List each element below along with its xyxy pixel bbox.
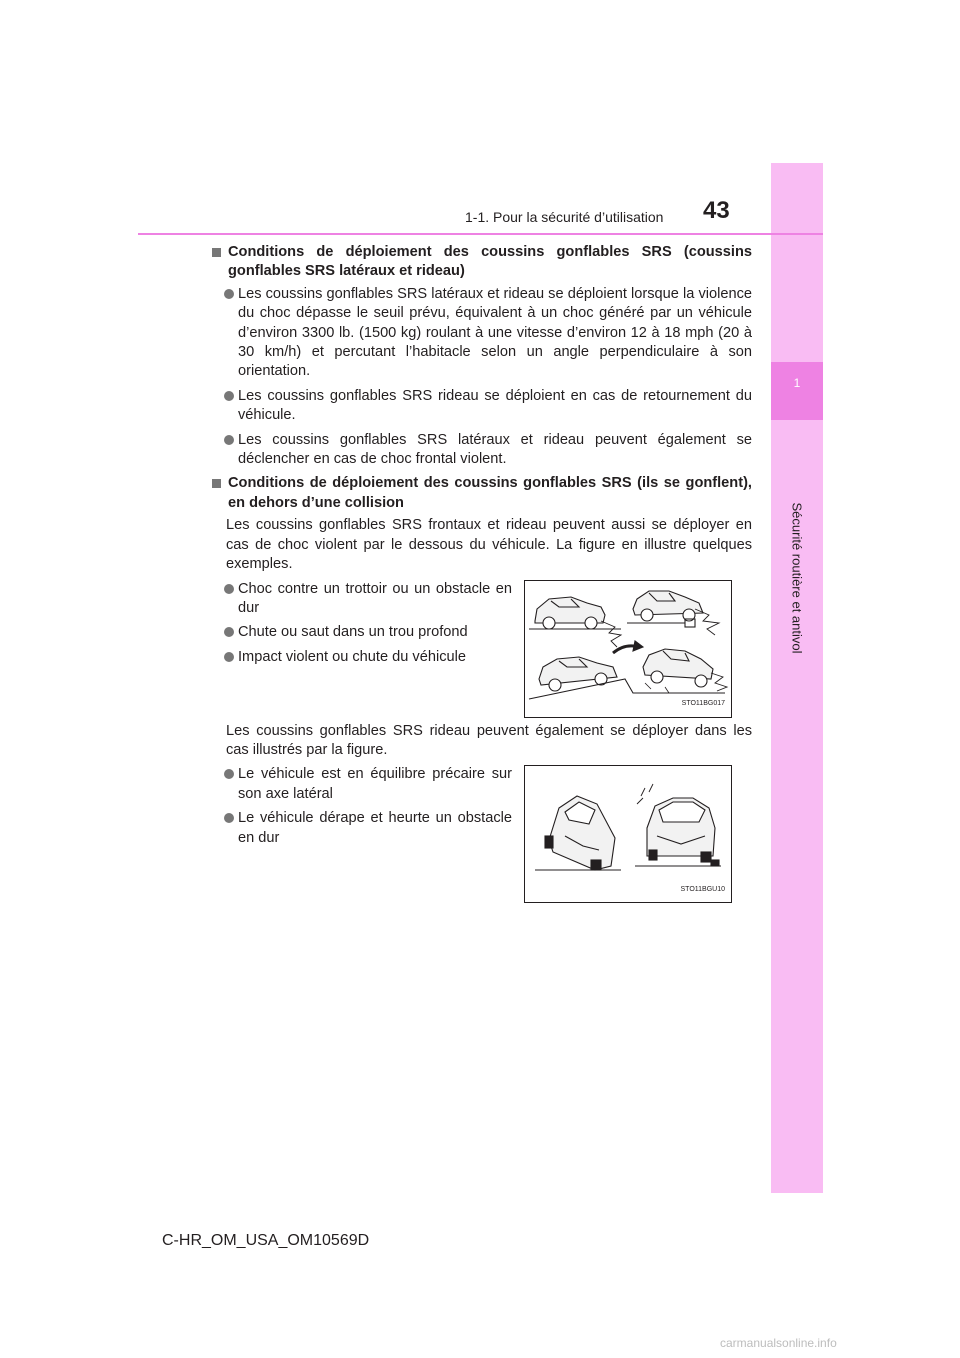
section-heading-2: Conditions de déploiement des coussins gonflables SRS (ils se gonflent), en dehors d’une collision (212, 474, 752, 513)
figure-1-list (212, 580, 512, 673)
figure-code: STO11BG017 (681, 700, 725, 708)
intro-paragraph: Les coussins gonflables SRS frontaux et rideau peuvent aussi se déployer en cas de choc violent par le dessous du véhicule. La figure en illustre quelques exemples. (226, 517, 752, 573)
square-bullet-icon (212, 479, 221, 488)
bullet-dot-icon (224, 652, 234, 662)
bullet-dot-icon (224, 391, 234, 401)
figure-code: STO11BGU10 (680, 885, 725, 893)
list-item: Les coussins gonflables SRS latéraux et rideau se déploient lorsque la violence du choc dépasse le seuil prévu, équivalent à un choc généré par un véhicule d’environ 3300 lb. (1500 kg) roulant à une vitesse d’environ 12 à 18 mph (20 à 30 km/h) et percutant l’habitacle selon un angle perpendiculaire à son orientation. (212, 285, 752, 382)
section-heading-1: Conditions de déploiement des coussins gonflables SRS (coussins gonflables SRS latéraux et rideau) (212, 243, 752, 282)
bullet-dot-icon (224, 584, 234, 594)
bullet-dot-icon (224, 627, 234, 637)
list-item: Choc contre un trottoir ou un obstacle en dur (212, 580, 512, 619)
square-bullet-icon (212, 248, 221, 257)
illustration-tilt-slide (524, 765, 732, 903)
list-item: Le véhicule est en équilibre précaire sur son axe latéral (212, 765, 512, 804)
side-tab-number: 1 (793, 376, 801, 390)
list-item: Chute ou saut dans un trou profond (212, 623, 512, 642)
illustration-impact-curb-fall (524, 580, 732, 718)
side-tab (771, 163, 823, 1193)
list-item: Le véhicule dérape et heurte un obstacle en dur (212, 809, 512, 848)
side-tab-text: Sécurité routière et antivol (789, 502, 805, 654)
section-title: 1-1. Pour la sécurité d’utilisation (465, 209, 664, 225)
list-item: Les coussins gonflables SRS rideau se déploient en cas de retournement du véhicule. (212, 387, 752, 426)
document-code: C-HR_OM_USA_OM10569D (162, 1232, 370, 1249)
bullet-dot-icon (224, 289, 234, 299)
bullet-dot-icon (224, 813, 234, 823)
intro-paragraph-2: Les coussins gonflables SRS rideau peuvent également se déployer dans les cas illustrés par la figure. (226, 722, 752, 758)
header-rule (138, 233, 823, 235)
page-content (212, 243, 752, 907)
bullet-dot-icon (224, 435, 234, 445)
figure-row-2 (212, 765, 752, 903)
watermark: carmanualsonline.info (720, 1336, 837, 1350)
figure-2-list (212, 765, 512, 853)
list-item: Les coussins gonflables SRS latéraux et rideau peuvent également se déclencher en cas de choc frontal violent. (212, 431, 752, 470)
page-number: 43 (703, 197, 730, 224)
side-tab-number-box (771, 362, 823, 420)
figure-row-1 (212, 580, 752, 718)
bullet-dot-icon (224, 769, 234, 779)
list-item: Impact violent ou chute du véhicule (212, 648, 512, 667)
